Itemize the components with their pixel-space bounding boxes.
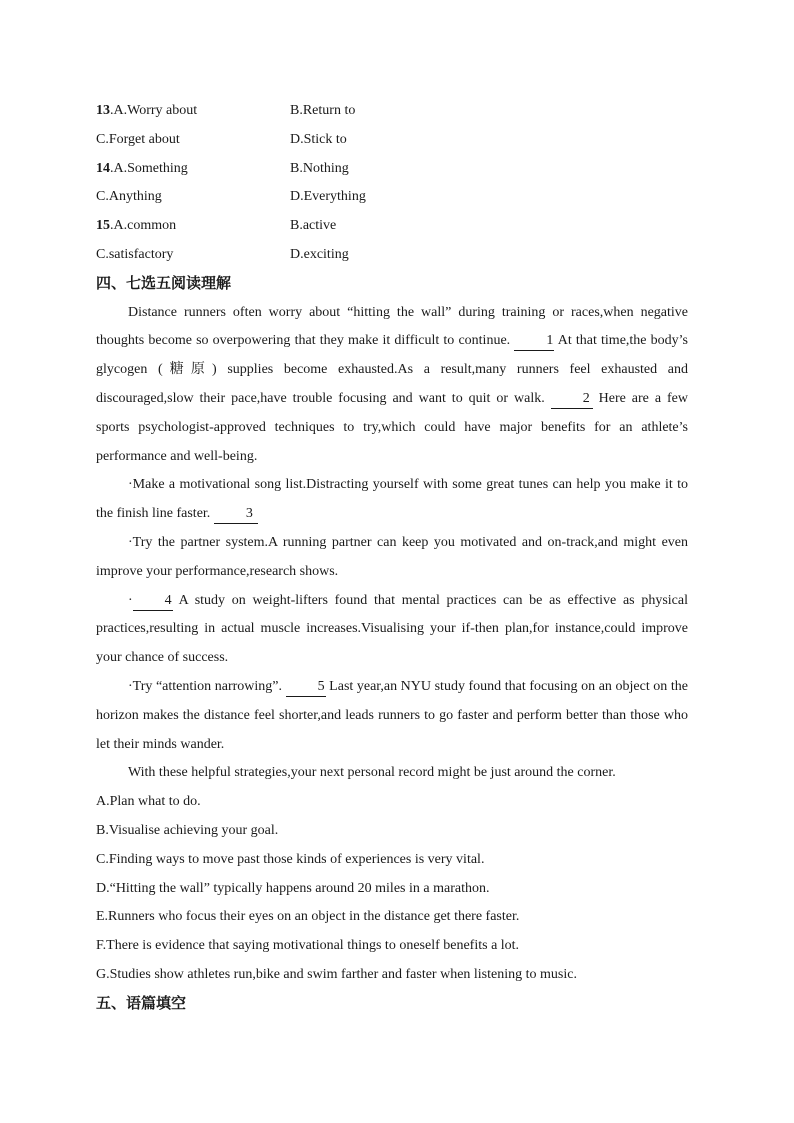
- option-b: B.Return to: [290, 103, 356, 118]
- passage-paragraph-2: ·Make a motivational song list.Distracting yourself with some great tunes can help you make it to the finish line faster. 3: [96, 471, 688, 529]
- choice-f: F.There is evidence that saying motivational things to oneself benefits a lot.: [96, 938, 520, 954]
- question-14: 14.A.Something B.Nothing C.Anything D.Everything: [96, 155, 688, 213]
- option-d: D.Everything: [290, 189, 366, 205]
- passage-paragraph-1: Distance runners often worry about “hitting the wall” during training or races,when negative thoughts become so overpowering that they make it difficult to continue. 1 At that time,the body’s glycogen (糖原) supplies become exhausted.As a result,many runners feel exhausted and discouraged,slow their pace,have trouble focusing and want to quit or walk. 2 Here are a few sports psychologist-approved techniques to try,which could have major benefits for an athlete’s performance and well-being.: [96, 304, 689, 464]
- option-b: B.active: [290, 218, 337, 234]
- choice-b: B.Visualise achieving your goal.: [96, 822, 279, 838]
- choice-a: A.Plan what to do.: [96, 794, 201, 810]
- question-number: 14: [96, 160, 110, 176]
- question-15: 15.A.common B.active C.satisfactory D.exciting: [96, 212, 688, 270]
- blank-5: 5: [286, 678, 326, 697]
- answer-choices: [96, 788, 688, 990]
- option-c: C.Forget about: [96, 131, 180, 147]
- blank-1: 1: [514, 332, 554, 351]
- section-heading-reading: 四、七选五阅读理解: [96, 275, 232, 292]
- option-a: A.Something: [113, 160, 188, 176]
- blank-3: 3: [214, 505, 258, 524]
- blank-2: 2: [551, 390, 593, 409]
- option-a: A.common: [113, 218, 177, 234]
- passage-paragraph-5: ·Try “attention narrowing”. 5 Last year,an NYU study found that focusing on an object on the horizon makes the distance feel shorter,and leads runners to go faster and perform better than those who let their minds wander.: [96, 678, 688, 752]
- document-page: [96, 97, 688, 1019]
- question-number: 15: [96, 218, 110, 234]
- passage-paragraph-6: With these helpful strategies,your next personal record might be just around the corner.: [128, 765, 616, 781]
- blank-4: 4: [133, 592, 173, 611]
- question-number: 13: [96, 103, 110, 118]
- choice-d: D.“Hitting the wall” typically happens around 20 miles in a marathon.: [96, 880, 490, 896]
- choice-g: G.Studies show athletes run,bike and swim farther and faster when listening to music.: [96, 966, 577, 982]
- section-heading-cloze: 五、语篇填空: [96, 995, 187, 1012]
- option-d: D.exciting: [290, 246, 349, 262]
- choice-c: C.Finding ways to move past those kinds of experiences is very vital.: [96, 851, 485, 867]
- option-b: B.Nothing: [290, 160, 349, 176]
- passage-paragraph-3: ·Try the partner system.A running partner can keep you motivated and on-track,and might even improve your performance,research shows.: [96, 534, 688, 579]
- option-a: A.Worry about: [113, 103, 198, 118]
- option-d: D.Stick to: [290, 131, 347, 147]
- passage-paragraph-4: · 4 A study on weight-lifters found that mental practices can be as effective as physical practices,resulting in actual muscle increases.Visualising your if-then plan,for instance,could improve your chance of success.: [96, 592, 688, 666]
- question-13: 13.A.Worry about B.Return to C.Forget about D.Stick to: [96, 97, 688, 155]
- option-c: C.Anything: [96, 189, 162, 205]
- choice-e: E.Runners who focus their eyes on an object in the distance get there faster.: [96, 909, 520, 925]
- option-c: C.satisfactory: [96, 246, 174, 262]
